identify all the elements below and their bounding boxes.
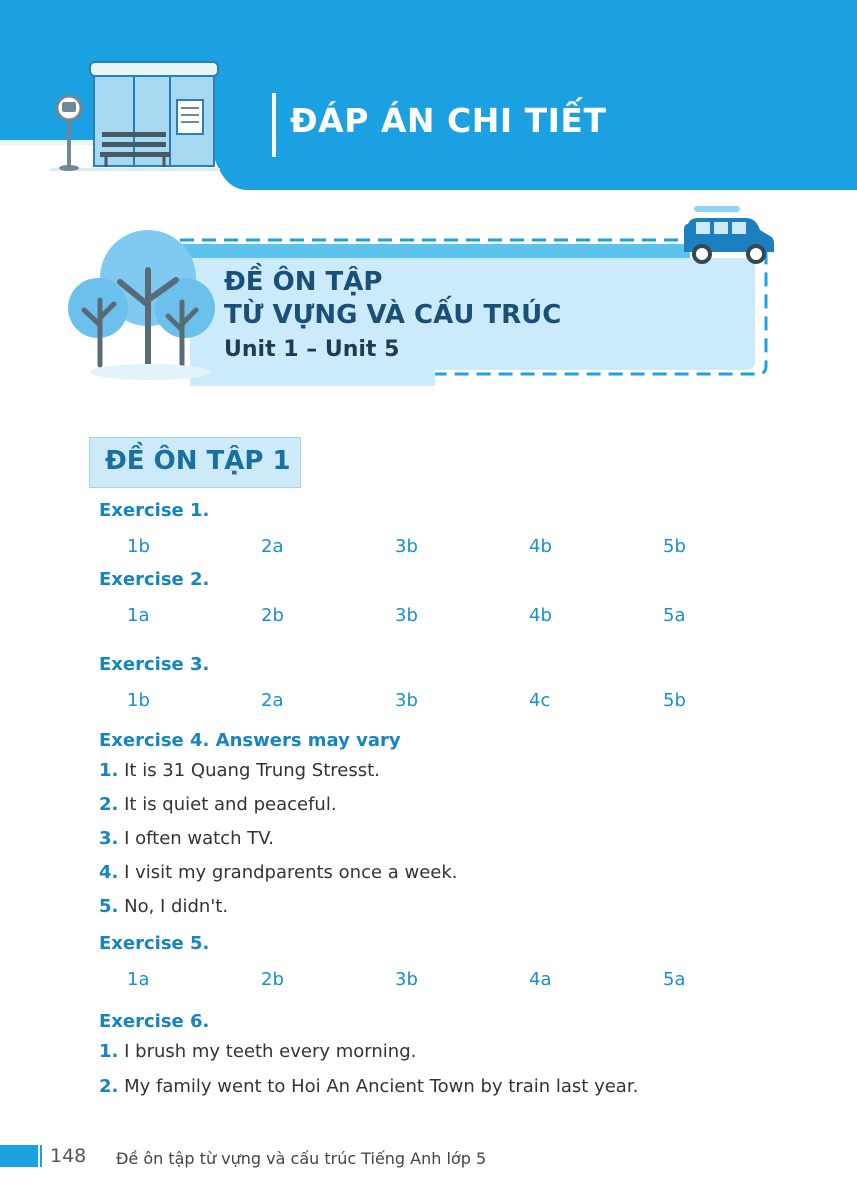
answer-item: 3b [395,605,418,626]
answer-item: 2b [261,605,284,626]
page-number: 148 [50,1145,87,1167]
item-number: 2. [99,1076,119,1097]
answer-item: 2a [261,690,284,711]
answer-item: 1a [127,605,150,626]
answer-item: 4b [529,605,552,626]
answer-item: 5a [663,605,686,626]
answer-item: 4a [529,969,552,990]
answer-item: 2b [261,969,284,990]
exercise-5-title: Exercise 5. [99,933,210,954]
answer-item: 3b [395,536,418,557]
answer-item: 1b [127,690,150,711]
exercise-4-title: Exercise 4. Answers may vary [99,730,401,751]
footer-accent-bar [0,1145,38,1167]
answer-item: 5b [663,536,686,557]
header-banner [0,0,857,190]
exercise-6-title: Exercise 6. [99,1011,210,1032]
list-item [99,1076,638,1097]
car-illustration [684,206,774,262]
answer-item: 2a [261,536,284,557]
title-divider [272,93,276,157]
answer-item: 1a [127,969,150,990]
section-title-line2: TỪ VỰNG VÀ CẤU TRÚC [224,300,562,330]
item-number: 2. [99,794,119,815]
answer-item: 5b [663,690,686,711]
answer-item: 4b [529,536,552,557]
item-number: 3. [99,828,119,849]
item-text: It is quiet and peaceful. [124,794,337,815]
answer-item: 3b [395,969,418,990]
list-item [99,1041,416,1062]
section-subtitle: Unit 1 – Unit 5 [224,337,400,362]
item-number: 4. [99,862,119,883]
item-number: 1. [99,1041,119,1062]
answer-item: 3b [395,690,418,711]
section-title-line1: ĐỀ ÔN TẬP [224,267,383,297]
answer-item: 4c [529,690,551,711]
item-text: It is 31 Quang Trung Stresst. [124,760,380,781]
page-title: ĐÁP ÁN CHI TIẾT [290,101,607,140]
list-item [99,862,458,883]
list-item [99,896,228,917]
item-number: 1. [99,760,119,781]
list-item [99,760,380,781]
exercise-3-title: Exercise 3. [99,654,210,675]
footer-divider [40,1145,42,1167]
footer-book-title: Đề ôn tập từ vựng và cấu trúc Tiếng Anh lớp 5 [116,1149,487,1168]
item-text: No, I didn't. [124,896,229,917]
item-text: My family went to Hoi An Ancient Town by train last year. [124,1076,639,1097]
test-badge-label: ĐỀ ÔN TẬP 1 [105,446,291,476]
exercise-1-title: Exercise 1. [99,500,210,521]
item-number: 5. [99,896,119,917]
list-item [99,828,274,849]
item-text: I visit my grandparents once a week. [124,862,458,883]
test-badge [89,437,301,488]
item-text: I brush my teeth every morning. [124,1041,417,1062]
list-item [99,794,337,815]
item-text: I often watch TV. [124,828,274,849]
answer-item: 1b [127,536,150,557]
exercise-2-title: Exercise 2. [99,569,210,590]
answer-item: 5a [663,969,686,990]
bus-stop-illustration [50,60,230,175]
